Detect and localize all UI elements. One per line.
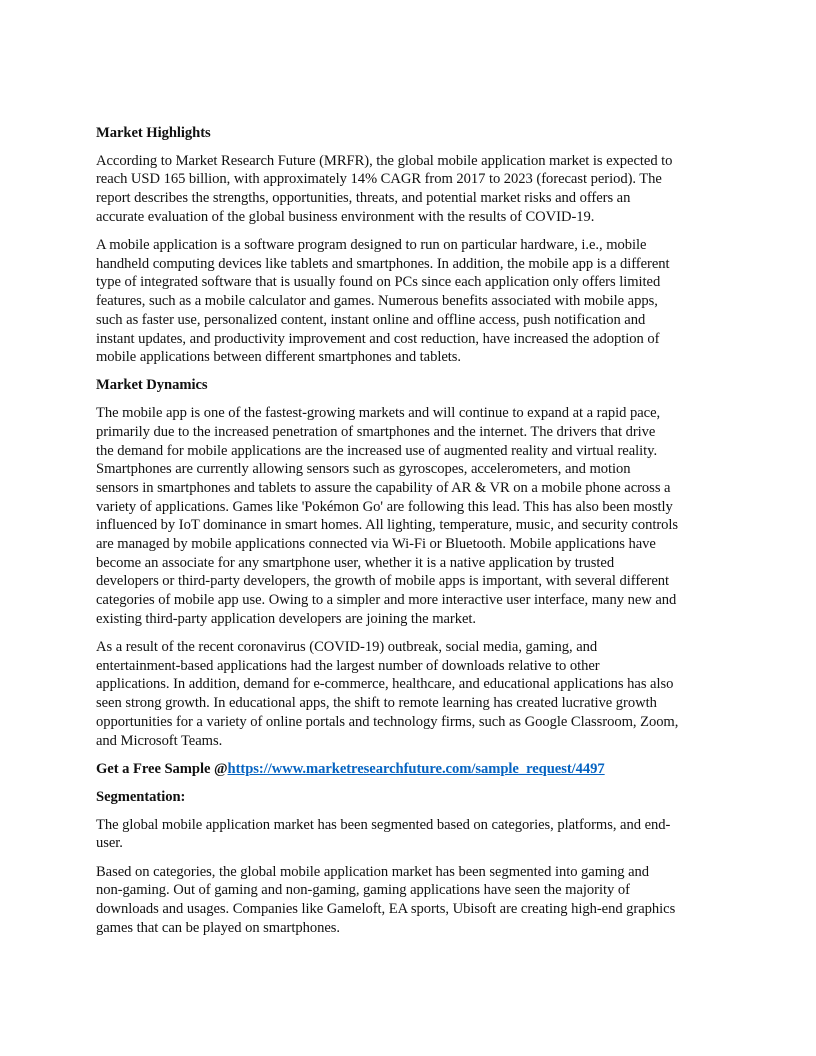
text-line: developers or third-party developers, the growth of mobile apps is important, with several different [96,573,670,590]
text-line: downloads and usages. Companies like Gameloft, EA sports, Ubisoft are creating high-end graphics [96,901,676,918]
free-sample-line [96,760,736,779]
text-line: According to Market Research Future (MRFR), the global mobile application market is expected to [96,152,673,169]
text-line: handheld computing devices like tablets and smartphones. In addition, the mobile app is a different [96,255,670,272]
paragraph-segmentation-categories [96,863,736,938]
paragraph-mobile-app-definition [96,236,736,367]
paragraph-market-drivers [96,404,736,628]
text-line: games that can be played on smartphones. [96,919,340,936]
text-line: are managed by mobile applications connected via Wi-Fi or Bluetooth. Mobile applications have [96,536,656,553]
text-line: sensors in smartphones and tablets to assure the capability of AR & VR on a mobile phone across a [96,479,671,496]
document-body [96,124,736,947]
text-line: become an associate for any smartphone user, whether it is a native application by trusted [96,554,615,571]
sample-request-link[interactable]: https://www.marketresearchfuture.com/sample_request/4497 [227,760,605,777]
text-line: existing third-party application developers are joining the market. [96,610,477,627]
text-line: seen strong growth. In educational apps, the shift to remote learning has created lucrative growth [96,695,657,712]
paragraph-market-overview [96,152,736,227]
text-line: report describes the strengths, opportunities, threats, and potential market risks and offers an [96,190,631,207]
text-line: opportunities for a variety of online portals and technology firms, such as Google Classroom, Zoom, [96,713,679,730]
text-line: mobile applications between different smartphones and tablets. [96,349,462,366]
heading-market-highlights: Market Highlights [96,125,211,141]
text-line: reach USD 165 billion, with approximately 14% CAGR from 2017 to 2023 (forecast period). The [96,171,662,188]
text-line: non-gaming. Out of gaming and non-gaming, gaming applications have seen the majority of [96,882,630,899]
text-line: features, such as a mobile calculator and games. Numerous benefits associated with mobile apps, [96,293,658,310]
text-line: primarily due to the increased penetration of smartphones and the internet. The drivers that drive [96,423,656,440]
text-line: and Microsoft Teams. [96,732,223,749]
text-line: Smartphones are currently allowing sensors such as gyroscopes, accelerometers, and motion [96,461,631,478]
text-line: user. [96,835,123,852]
text-line: As a result of the recent coronavirus (COVID-19) outbreak, social media, gaming, and [96,639,598,656]
paragraph-segmentation-intro [96,816,736,853]
text-line: variety of applications. Games like 'Pokémon Go' are following this lead. This has also been mostly [96,498,673,515]
text-line: accurate evaluation of the global business environment with the results of COVID-19. [96,208,595,225]
text-line: such as faster use, personalized content, instant online and offline access, push notification and [96,311,646,328]
text-line: instant updates, and productivity improvement and cost reduction, have increased the adoption of [96,330,660,347]
text-line: The mobile app is one of the fastest-growing markets and will continue to expand at a rapid pace, [96,405,661,422]
text-line: applications. In addition, demand for e-commerce, healthcare, and educational applications has also [96,676,674,693]
text-line: type of integrated software that is usually found on PCs since each application only offers limited [96,274,661,291]
free-sample-label: Get a Free Sample @ [96,760,228,777]
heading-segmentation: Segmentation: [96,789,186,805]
text-line: entertainment-based applications had the largest number of downloads relative to other [96,657,600,674]
text-line: categories of mobile app use. Owing to a simpler and more interactive user interface, many new and [96,592,677,609]
text-line: Based on categories, the global mobile application market has been segmented into gaming and [96,863,650,880]
text-line: the demand for mobile applications are the increased use of augmented reality and virtual reality. [96,442,658,459]
text-line: The global mobile application market has been segmented based on categories, platforms, and end- [96,816,671,833]
heading-market-dynamics: Market Dynamics [96,377,208,394]
text-line: A mobile application is a software program designed to run on particular hardware, i.e., mobile [96,237,647,254]
text-line: influenced by IoT dominance in smart homes. All lighting, temperature, music, and security controls [96,517,679,534]
paragraph-covid-impact [96,638,736,750]
